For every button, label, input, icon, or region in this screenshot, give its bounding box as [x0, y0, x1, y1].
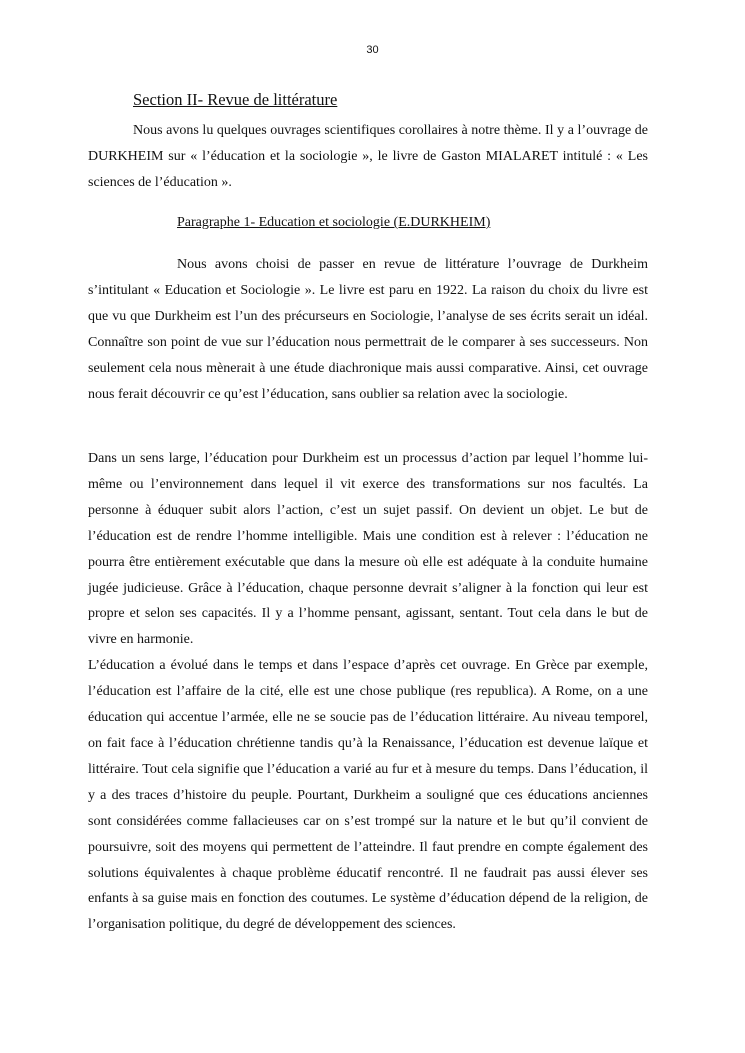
- section-title: Section II- Revue de littérature: [133, 90, 338, 109]
- paragraph-title: Paragraphe 1- Education et sociologie (E.DURKHEIM): [177, 215, 491, 230]
- body-block-2: [88, 446, 648, 938]
- body-paragraph-3: L’éducation a évolué dans le temps et dans l’espace d’après cet ouvrage. En Grèce par exemple, l’éducation est l’affaire de la cité, elle est une chose publique (res republica). A Rome, on a une éducation qui accentue l’armée, elle ne se soucie pas de l’éducation littéraire. Au niveau temporel, on fait face à l’éducation chrétienne tandis qu’à la Renaissance, l’éducation est devenue laïque et littéraire. Tout cela signifie que l’éducation a varié au fur et à mesure du temps. Dans l’éducation, il y a des traces d’histoire du peuple. Pourtant, Durkheim a souligné que ces éducations anciennes sont considérées comme fallacieuses car on s’est trompé sur la nature et le but qu’il convient de poursuivre, soit des moyens qui permettent de l’atteindre. Il faut prendre en compte également des solutions équivalentes à chaque problème éducatif rencontré. Il ne faudrait pas aussi élever ses enfants à sa guise mais en fonction des coutumes. Le système d’éducation dépend de la religion, de l’organisation politique, du degré de développement des sciences.: [88, 658, 648, 933]
- body-paragraph-2: Dans un sens large, l’éducation pour Durkheim est un processus d’action par lequel l’homme lui-même ou l’environnement dans lequel il vit exerce des transformations sur nos facultés. La personne à éduquer subit alors l’action, c’est un sujet passif. On devient un objet. Le but de l’éducation est de rendre l’homme intelligible. Mais une condition est à relever : l’éducation ne pourra être entièrement exécutable que dans la mesure où elle est adéquate à la conduite humaine jugée judicieuse. Grâce à l’éducation, chaque personne devrait s’aligner à la fonction qui leur est propre et selon ses capacités. Il y a l’homme pensant, agissant, sentant. Tout cela dans le but de vivre en harmonie.: [88, 451, 648, 648]
- body-block-1: [88, 252, 648, 407]
- intro-paragraph: Nous avons lu quelques ouvrages scientifiques corollaires à notre thème. Il y a l’ouvrage de DURKHEIM sur « l’éducation et la sociologie », le livre de Gaston MIALARET intitulé : « Les sciences de l’éducation ».: [88, 123, 648, 190]
- page-number: 30: [366, 44, 379, 56]
- body-paragraph-1: Nous avons choisi de passer en revue de littérature l’ouvrage de Durkheim s’intitulant « Education et Sociologie ». Le livre est paru en 1922. La raison du choix du livre est que vu que Durkheim est l’un des précurseurs en Sociologie, l’analyse de ses écrits serait un idéal. Connaître son point de vue sur l’éducation nous permettrait de le comparer à ses successeurs. Non seulement cela nous mènerait à une étude diachronique mais aussi comparative. Ainsi, cet ouvrage nous ferait découvrir ce qu’est l’éducation, sans oublier sa relation avec la sociologie.: [88, 257, 648, 402]
- intro-block: [88, 118, 648, 196]
